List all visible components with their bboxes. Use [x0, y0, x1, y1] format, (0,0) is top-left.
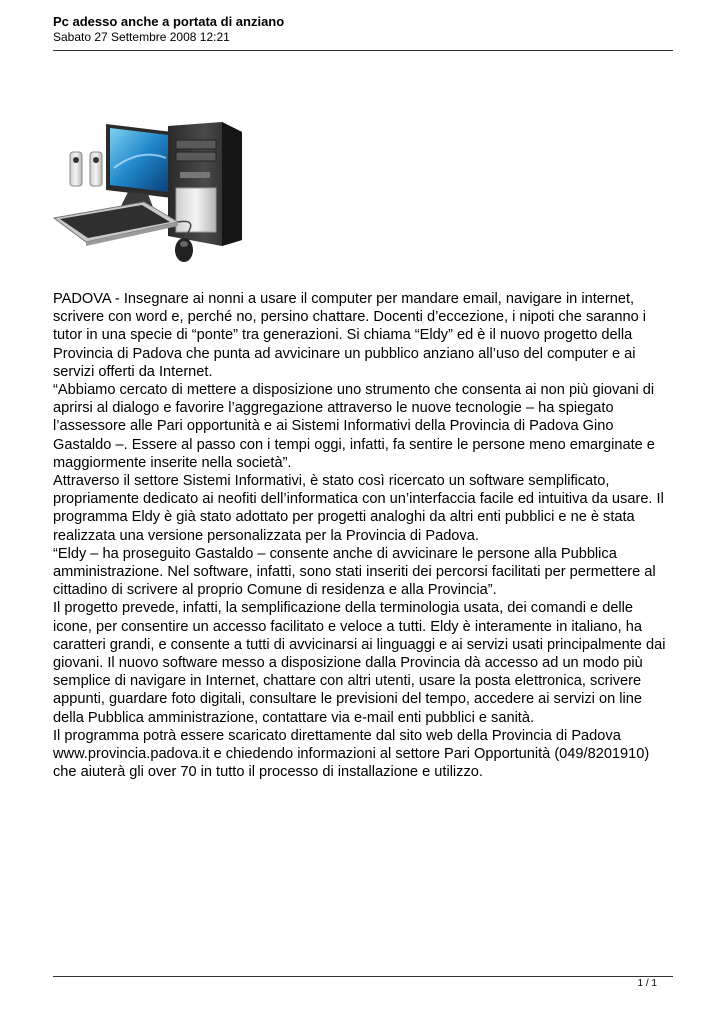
paragraph: Attraverso il settore Sistemi Informativi, è stato così ricercato un software semplificato, propriamente dedicato ai neofiti dell’informatica con un’interfaccia facile ed intuitiva da usare. Il programma Eldy è già stato adottato per progetti analoghi da altri enti pubblici e ne è stata realizzata una versione personalizzata per la Provincia di Padova. [53, 473, 664, 544]
desktop-computer-icon [50, 118, 250, 270]
footer-divider [53, 976, 673, 977]
page-title: Pc adesso anche a portata di anziano [53, 14, 285, 29]
article-body [53, 290, 673, 781]
page-number: 1 / 1 [637, 978, 657, 989]
paragraph: PADOVA - Insegnare ai nonni a usare il computer per mandare email, navigare in internet, scrivere con word e, perché no, persino chattare. Docenti d’eccezione, i nipoti che saranno i tutor in una specie di “ponte” tra generazioni. Si chiama “Eldy” ed è il nuovo progetto della Provincia di Padova che punta ad avvicinare un pubblico anziano all’uso del computer e ai servizi offerti da Internet. [53, 291, 646, 380]
document-header [53, 14, 673, 45]
header-divider [53, 50, 673, 51]
paragraph: Il programma potrà essere scaricato direttamente dal sito web della Provincia di Padova www.provincia.padova.it e chiedendo informazioni al settore Pari Opportunità (049/8201910) che aiuterà gli over 70 in tutto il processo di installazione e utilizzo. [53, 727, 650, 781]
paragraph: Il progetto prevede, infatti, la semplificazione della terminologia usata, dei comandi e delle icone, per consentire un accesso facilitato e veloce a tutti. Eldy è interamente in italiano, ha caratteri grandi, e consente a tutti di avvicinarsi ai linguaggi e ai servizi usati principalmente dai giovani. Il nuovo software messo a disposizione dalla Provincia dà accesso ad un modo più semplice di navigare in Internet, chattare con altri utenti, usare la posta elettronica, scrivere appunti, guardare foto digitali, consultare le previsioni del tempo, accedere ai servizi on line della Pubblica amministrazione, contattare via e-mail enti pubblici e sanità. [53, 600, 666, 726]
paragraph: “Abbiamo cercato di mettere a disposizione uno strumento che consenta ai non più giovani di aprirsi al dialogo e favorire l’aggregazione attraverso le nuove tecnologie – ha spiegato l’assessore alle Pari opportunità e ai Sistemi Informativi della Provincia di Padova Gino Gastaldo –. Essere al passo con i tempi oggi, infatti, fa sentire le persone meno emarginate e maggiormente inserite nella società”. [53, 382, 655, 471]
paragraph: “Eldy – ha proseguito Gastaldo – consente anche di avvicinare le persone alla Pubblica amministrazione. Nel software, infatti, sono stati inseriti dei percorsi facilitati per permettere al cittadino di scrivere al proprio Comune di residenza e alla Provincia”. [53, 545, 656, 599]
publish-date: Sabato 27 Settembre 2008 12:21 [53, 30, 230, 44]
